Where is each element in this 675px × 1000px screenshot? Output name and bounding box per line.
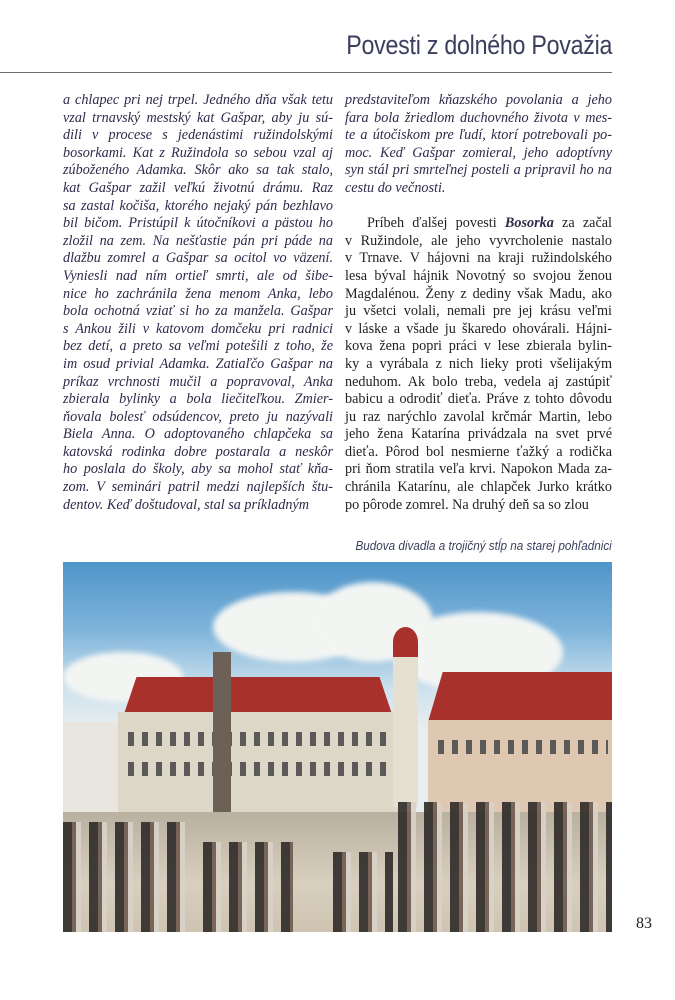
text-line: v láske a všade ju škaredo ohovárali. Hájni- bbox=[345, 320, 612, 337]
text-line: bez detí, a preto sa veľmi potešili z toho, že bbox=[63, 338, 333, 355]
left-column bbox=[63, 92, 333, 514]
text-line: po pôrode zomrel. Na druhý deň sa so zlou bbox=[345, 496, 589, 513]
story-title-bosorka: Bosorka bbox=[504, 215, 554, 232]
text-line: ňovala bolesť odsúdencov, preto ju nazývali bbox=[63, 408, 333, 425]
text-line: bil bičom. Pristúpil k útočníkovi a pästou ho bbox=[63, 215, 333, 232]
running-header-title: Povesti z dolného Považia bbox=[346, 30, 612, 60]
text-line: sa zastal kočiša, ktorého nejaký pán bezhlavo bbox=[63, 197, 333, 214]
figure-caption: Budova divadla a trojičný stĺp na starej pohľadnici bbox=[355, 538, 612, 553]
text-line: vzal trnavský mestský kat Gašpar, aby ju sú- bbox=[63, 109, 333, 126]
text-line: príkaz vrchnosti mučil a popravoval, Anka bbox=[63, 373, 333, 390]
text-line: a chlapec pri nej trpel. Jedného dňa však tetu bbox=[63, 92, 333, 108]
text-line: chránila Katarínu, ale chlapček Jurko krátko bbox=[345, 479, 612, 496]
page-number: 83 bbox=[636, 915, 652, 932]
text-line: s Ankou žili v katovom domčeku pri radnici bbox=[63, 320, 333, 337]
header-rule bbox=[0, 72, 612, 73]
text-line: ju raz narýchlo zavolal krčmár Martin, lebo bbox=[345, 408, 612, 425]
text-line: pri ňom stratila veľa krvi. Napokon Mada za- bbox=[345, 461, 612, 478]
text-line: katovská rodinka dobre postarala a neskôr bbox=[63, 443, 333, 460]
text-line: zom. V seminári patril medzi najlepších štu- bbox=[63, 479, 333, 496]
text-line: te a útočiskom pre ľudí, ktorí potrebovali po- bbox=[345, 127, 612, 144]
text-line: Magdalénou. Ženy z dediny však Madu, ako bbox=[345, 285, 612, 302]
text-line: dlažbu zomrel a Gašpar sa ocitol vo väzení. bbox=[63, 250, 333, 267]
text-line: moc. Keď Gašpar zomieral, jeho adoptívny bbox=[345, 144, 612, 161]
text-line: ky a vyrábala z nich lieky proti všelijakým bbox=[345, 355, 612, 372]
roman-paragraph bbox=[345, 233, 612, 515]
text-line: lesa býval hájnik Novotný so svojou ženou bbox=[345, 267, 612, 284]
text-line: Vyniesli nad ním ortieľ smrti, ale od šibe- bbox=[63, 267, 333, 284]
text-line: v Trnave. V hájovni na kraji ružindolského bbox=[345, 250, 612, 267]
text-run: za začal bbox=[553, 215, 612, 232]
text-line: ju všetci volali, nemali pre jej krásu veľmi bbox=[345, 303, 612, 320]
text-line: jeho žena Katarína privádzala na svet prvé bbox=[345, 426, 612, 443]
italic-paragraph bbox=[345, 92, 612, 198]
text-line: neduhom. Ak bolo treba, vedela aj zastúpiť bbox=[345, 373, 612, 390]
text-line: Biela Anna. O adoptovaného chlapčeka sa bbox=[63, 426, 333, 443]
text-line: syn stál pri smrteľnej posteli a pripravil ho na bbox=[345, 162, 612, 179]
text-line: bola ochotná vziať si ho za manžela. Gašpar bbox=[63, 303, 333, 320]
text-line: dentov. Keď doštudoval, stal sa príkladným bbox=[63, 496, 309, 513]
text-run: Príbeh ďalšej povesti bbox=[367, 215, 505, 232]
text-line: kat Gašpar zažil veľkú životnú drámu. Raz bbox=[63, 179, 333, 196]
text-line: predstaviteľom kňazského povolania a jeho bbox=[345, 92, 612, 108]
text-line: babicu a odrodiť dieťa. Práve z tohto dôvodu bbox=[345, 391, 612, 408]
text-line: kova žena popri práci v lese zbierala bylin- bbox=[345, 338, 612, 355]
text-line: cestu do večnosti. bbox=[345, 179, 446, 196]
paragraph-first-line bbox=[345, 215, 612, 233]
text-line: zúboženého Adamka. Skôr ako sa tak stalo, bbox=[63, 162, 333, 179]
text-line: ho poslala do školy, aby sa mohol stať kňa- bbox=[63, 461, 333, 478]
text-line: im osud privial Adamka. Zatiaľčo Gašpar na bbox=[63, 355, 333, 372]
text-line: dieťa. Pôrod bol nesmierne ťažký a rodička bbox=[345, 443, 612, 460]
text-line: fara bola žriedlom duchovného života v mes- bbox=[345, 109, 612, 126]
text-line: nice ho zachránila žena menom Anka, lebo bbox=[63, 285, 333, 302]
text-line: dili v procese s jedenástimi ružindolskými bbox=[63, 127, 333, 144]
right-column bbox=[345, 92, 612, 514]
text-line: zbierala bylinky a bola liečiteľkou. Zmier- bbox=[63, 391, 333, 408]
text-line: bosorkami. Kat z Ružindola so sebou vzal aj bbox=[63, 144, 333, 161]
text-line: zložil na zem. Na nešťastie pán pri páde na bbox=[63, 232, 333, 249]
text-line: v Ružindole, ale jeho vyvrcholenie nastalo bbox=[345, 232, 612, 249]
postcard-photo bbox=[63, 562, 612, 932]
